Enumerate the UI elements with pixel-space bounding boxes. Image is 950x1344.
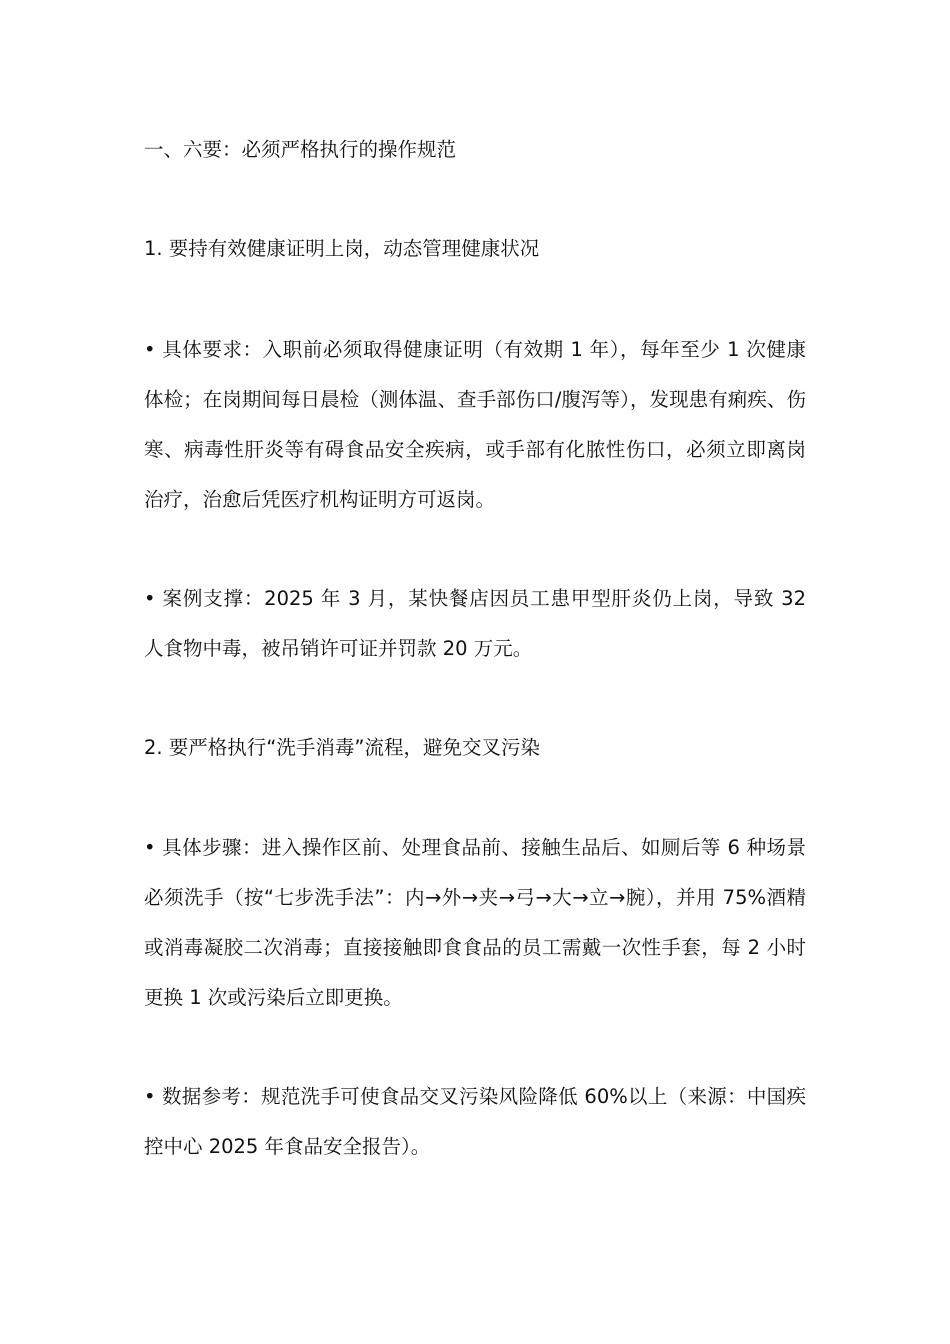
item-1-requirement: • 具体要求：入职前必须取得健康证明（有效期 1 年），每年至少 1 次健康体检；在岗期间每日晨检（测体温、查手部伤口/腹泻等），发现患有痢疾、伤寒、病毒性肝炎等有碍食品安全疾病，或手部有化脓性伤口，必须立即离岗治疗，治愈后凭医疗机构证明方可返岗。 — [144, 338, 806, 511]
item-2-data-reference: • 数据参考：规范洗手可使食品交叉污染风险降低 60%以上（来源：中国疾控中心 2025 年食品安全报告）。 — [144, 1085, 806, 1158]
item-1-heading: 1. 要持有效健康证明上岗，动态管理健康状况 — [144, 237, 540, 260]
item-2-steps: • 具体步骤：进入操作区前、处理食品前、接触生品后、如厕后等 6 种场景必须洗手（按“七步洗手法”：内→外→夹→弓→大→立→腕），并用 75%酒精或消毒凝胶二次消毒；直接接触即食食品的员工需戴一次性手套，每 2 小时更换 1 次或污染后立即更换。 — [144, 836, 806, 1009]
item-2-heading: 2. 要严格执行“洗手消毒”流程，避免交叉污染 — [144, 736, 541, 759]
item-1-case: • 案例支撑：2025 年 3 月，某快餐店因员工患甲型肝炎仍上岗，导致 32 人食物中毒，被吊销许可证并罚款 20 万元。 — [144, 587, 806, 660]
section-title: 一、六要：必须严格执行的操作规范 — [144, 138, 457, 161]
